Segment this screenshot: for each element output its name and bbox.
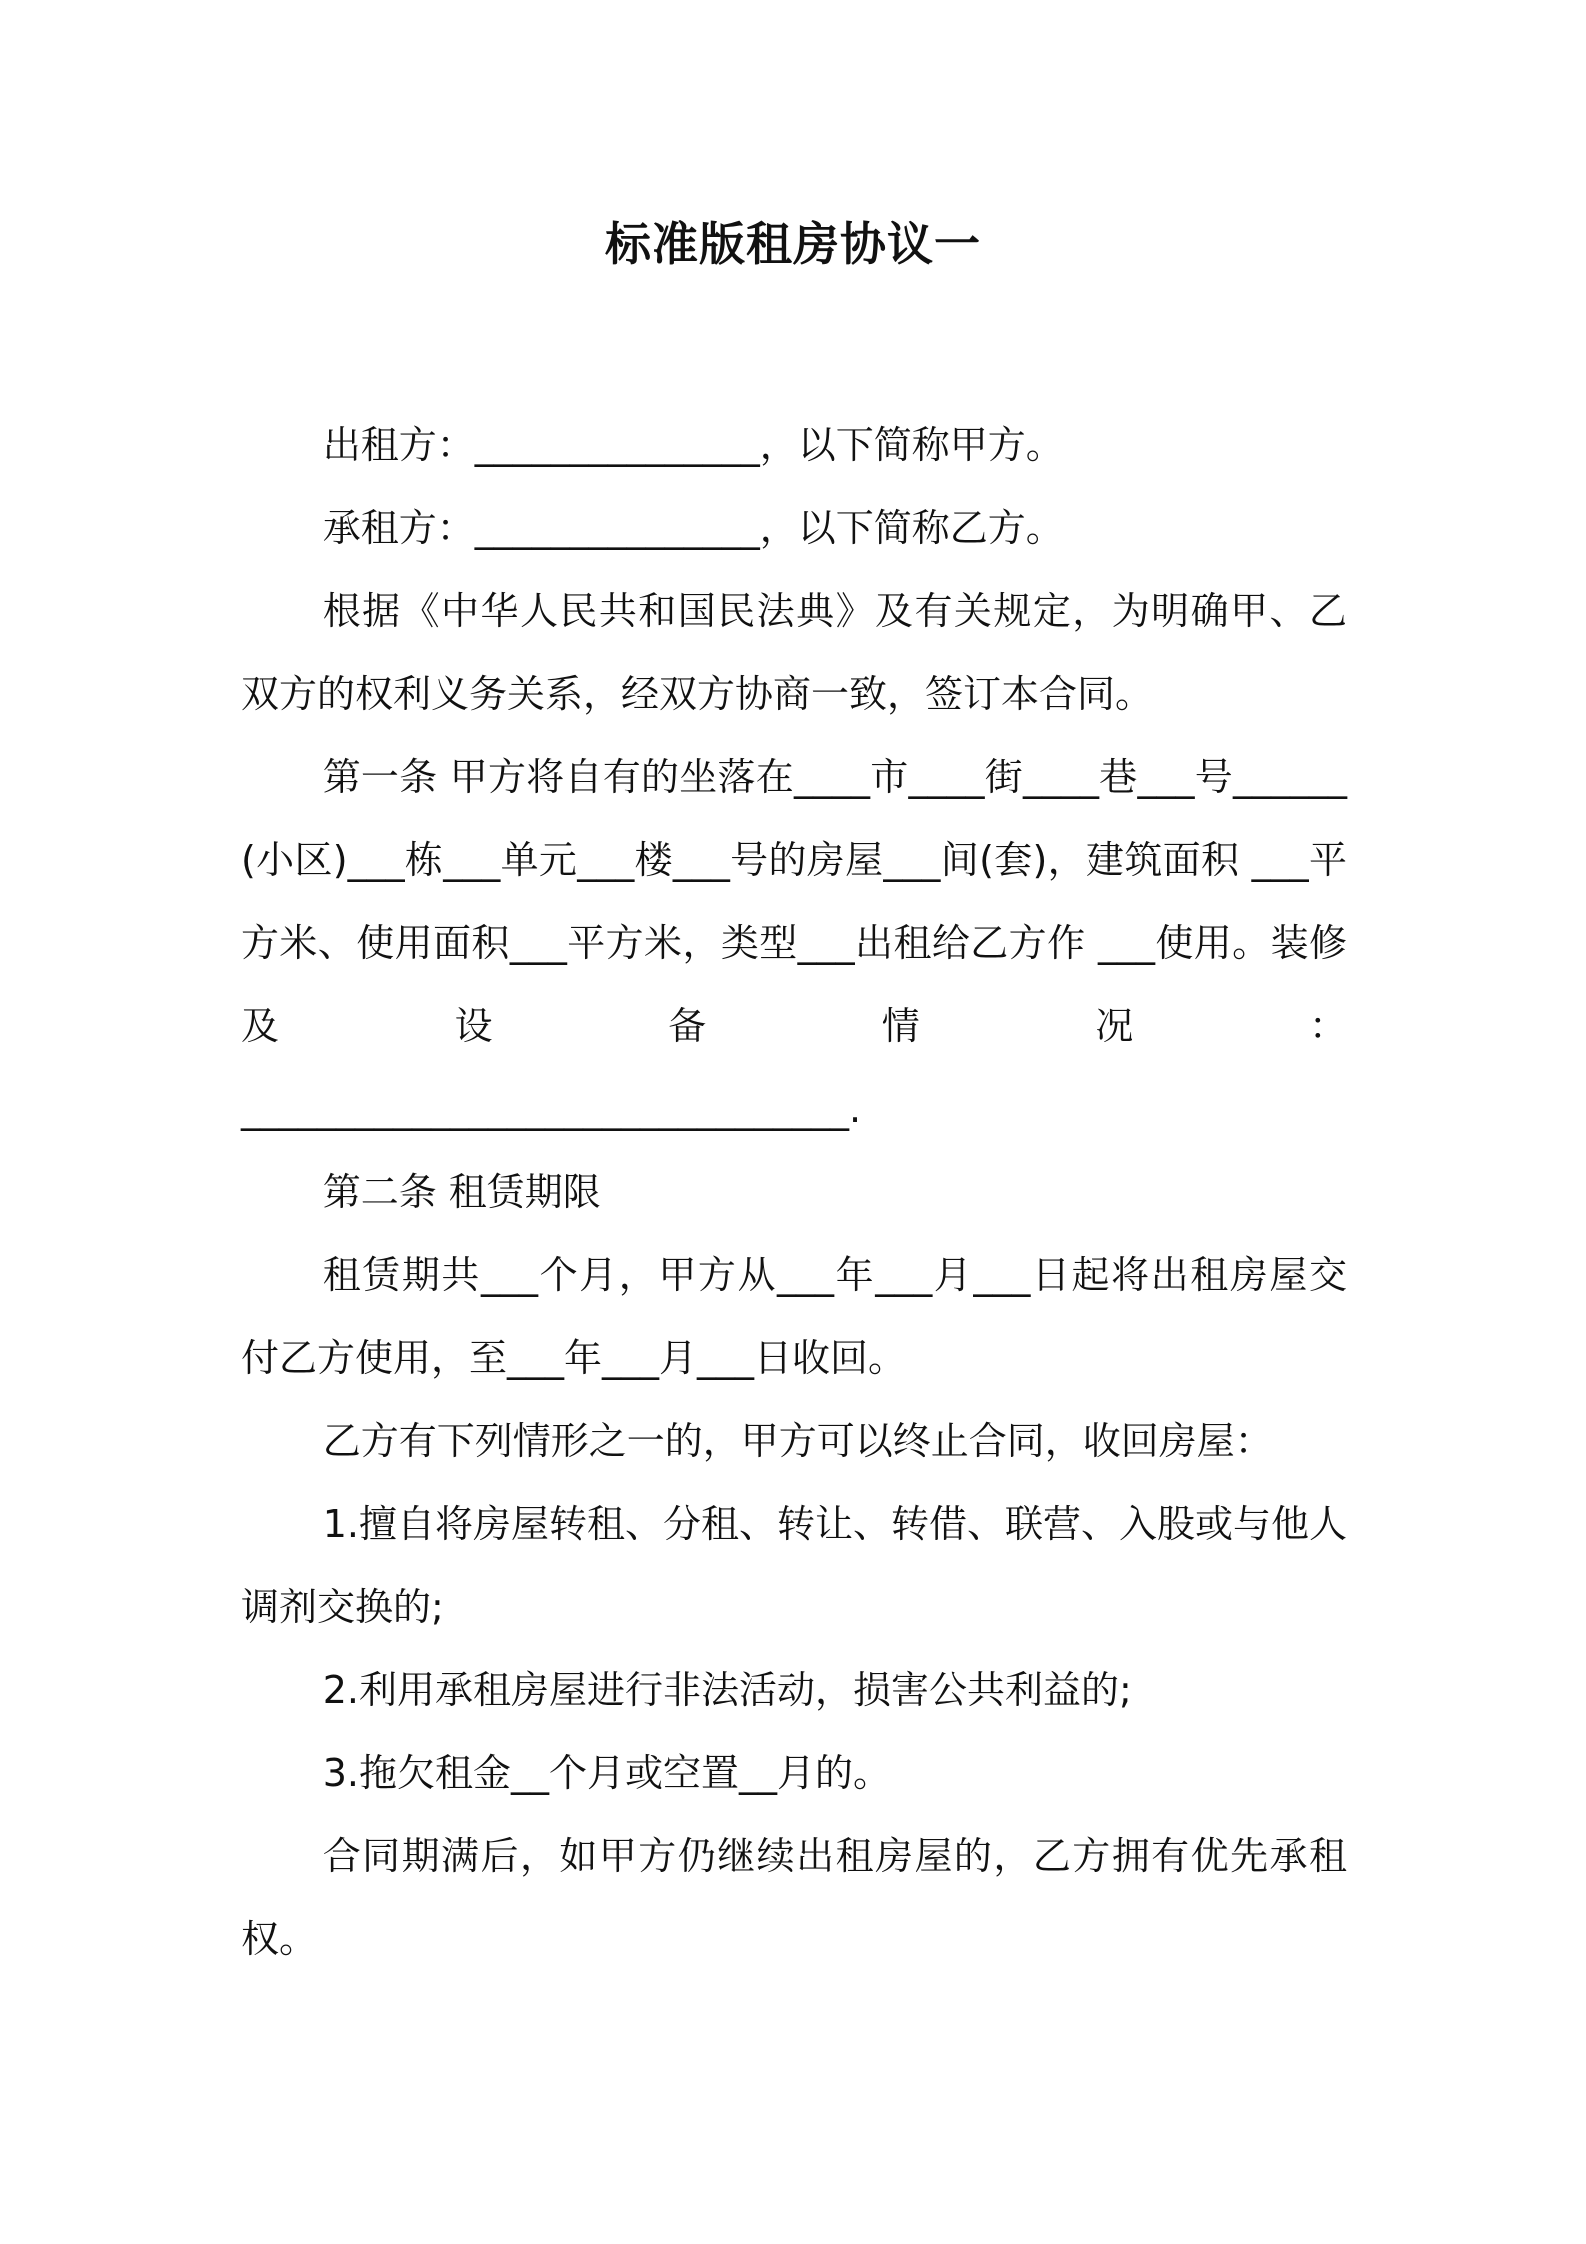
termination-intro-paragraph: 乙方有下列情形之一的，甲方可以终止合同，收回房屋：	[322, 1419, 1273, 1463]
equipment-blank-line: ________________________________.	[241, 1087, 862, 1131]
article-two-heading: 第二条 租赁期限	[322, 1170, 601, 1214]
termination-item-3: 3.拖欠租金__个月或空置__月的。	[322, 1751, 891, 1795]
document-body	[241, 404, 1347, 1981]
termination-item-1: 1.擅自将房屋转租、分租、转让、转借、联营、入股或与他人调剂交换的;	[241, 1502, 1347, 1629]
article-one-paragraph: 第一条 甲方将自有的坐落在____市____街____巷___号______(小区)___栋___单元___楼___号的房屋___间(套)，建筑面积 ___平方米、使用面积___平方米，类型___出租给乙方作 ___使用。装修及设备情况：	[241, 755, 1347, 1048]
lessee-line: 承租方：_______________，以下简称乙方。	[322, 506, 1064, 550]
lessor-line: 出租方：_______________，以下简称甲方。	[322, 423, 1064, 467]
termination-item-2: 2.利用承租房屋进行非法活动，损害公共利益的;	[322, 1668, 1132, 1712]
document-title: 标准版租房协议一	[605, 217, 981, 271]
renewal-priority-paragraph: 合同期满后，如甲方仍继续出租房屋的，乙方拥有优先承租权。	[241, 1834, 1347, 1961]
preamble-paragraph: 根据《中华人民共和国民法典》及有关规定，为明确甲、乙双方的权利义务关系，经双方协商一致，签订本合同。	[241, 589, 1347, 716]
lease-term-paragraph: 租赁期共___个月，甲方从___年___月___日起将出租房屋交付乙方使用，至___年___月___日收回。	[241, 1253, 1347, 1380]
